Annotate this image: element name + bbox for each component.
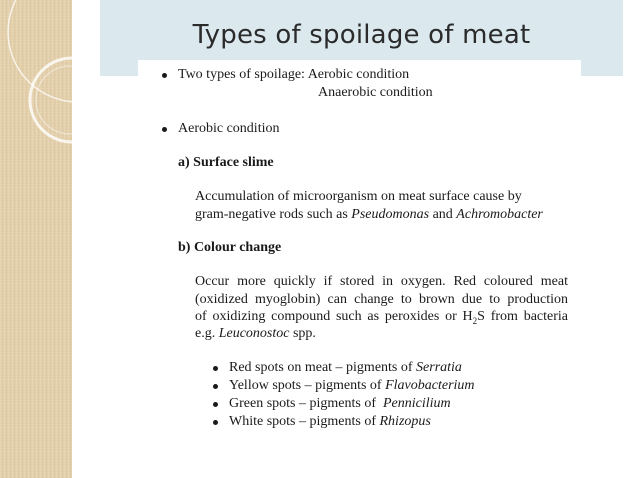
section-heading bbox=[178, 120, 279, 138]
slide-content bbox=[138, 60, 581, 478]
surface-slime-line2-conj: and bbox=[429, 207, 457, 222]
organism-flavobacterium: Flavobacterium bbox=[385, 378, 475, 393]
surface-slime-heading: a) Surface slime bbox=[178, 155, 274, 170]
h2s-subscript: 2 bbox=[472, 315, 478, 326]
intro-item-anaerobic: Anaerobic condition bbox=[318, 85, 433, 100]
colour-change-line4-end: spp. bbox=[289, 326, 316, 341]
colour-change-line3-text: of oxidizing compound such as peroxides or H bbox=[195, 309, 473, 324]
organism-achromobacter: Achromobacter bbox=[456, 207, 543, 222]
organism-serratia: Serratia bbox=[416, 360, 462, 375]
intro-bullet bbox=[178, 66, 409, 84]
spot-item bbox=[229, 413, 431, 431]
colour-change-line4-text: e.g. bbox=[195, 326, 219, 341]
spot-item-text: Yellow spots – pigments of bbox=[229, 378, 386, 393]
spot-item-text: White spots – pigments of bbox=[229, 414, 380, 429]
spot-item bbox=[229, 377, 475, 395]
decorative-rings bbox=[0, 0, 72, 478]
surface-slime-line2 bbox=[195, 206, 543, 224]
colour-change-line3 bbox=[195, 308, 568, 326]
spot-item-text: Red spots on meat – pigments of bbox=[229, 360, 417, 375]
spot-item-text: Green spots – pigments of bbox=[229, 396, 383, 411]
colour-change-line3-end: S from bacteria bbox=[477, 309, 568, 324]
spot-item bbox=[229, 395, 451, 413]
organism-pennicilium: Pennicilium bbox=[382, 396, 451, 411]
colour-change-line4 bbox=[195, 325, 316, 343]
organism-pseudomonas: Pseudomonas bbox=[351, 207, 430, 222]
surface-slime-line1: Accumulation of microorganism on meat surface cause by bbox=[195, 189, 522, 204]
colour-change-line2: (oxidized myoglobin) can change to brown due to production bbox=[195, 292, 568, 307]
decorative-side-strip bbox=[0, 0, 72, 478]
surface-slime-line2-text: gram-negative rods such as bbox=[195, 207, 352, 222]
colour-change-heading: b) Colour change bbox=[178, 240, 282, 255]
section-heading-text: Aerobic condition bbox=[178, 121, 280, 136]
slide-title: Types of spoilage of meat bbox=[192, 20, 531, 50]
intro-item-aerobic: Aerobic condition bbox=[307, 67, 410, 82]
intro-label: Two types of spoilage: bbox=[178, 67, 305, 82]
spot-item bbox=[229, 359, 462, 377]
organism-rhizopus: Rhizopus bbox=[379, 414, 431, 429]
colour-change-line1: Occur more quickly if stored in oxygen. Red coloured meat bbox=[195, 274, 568, 289]
organism-leuconostoc: Leuconostoc bbox=[218, 326, 290, 341]
